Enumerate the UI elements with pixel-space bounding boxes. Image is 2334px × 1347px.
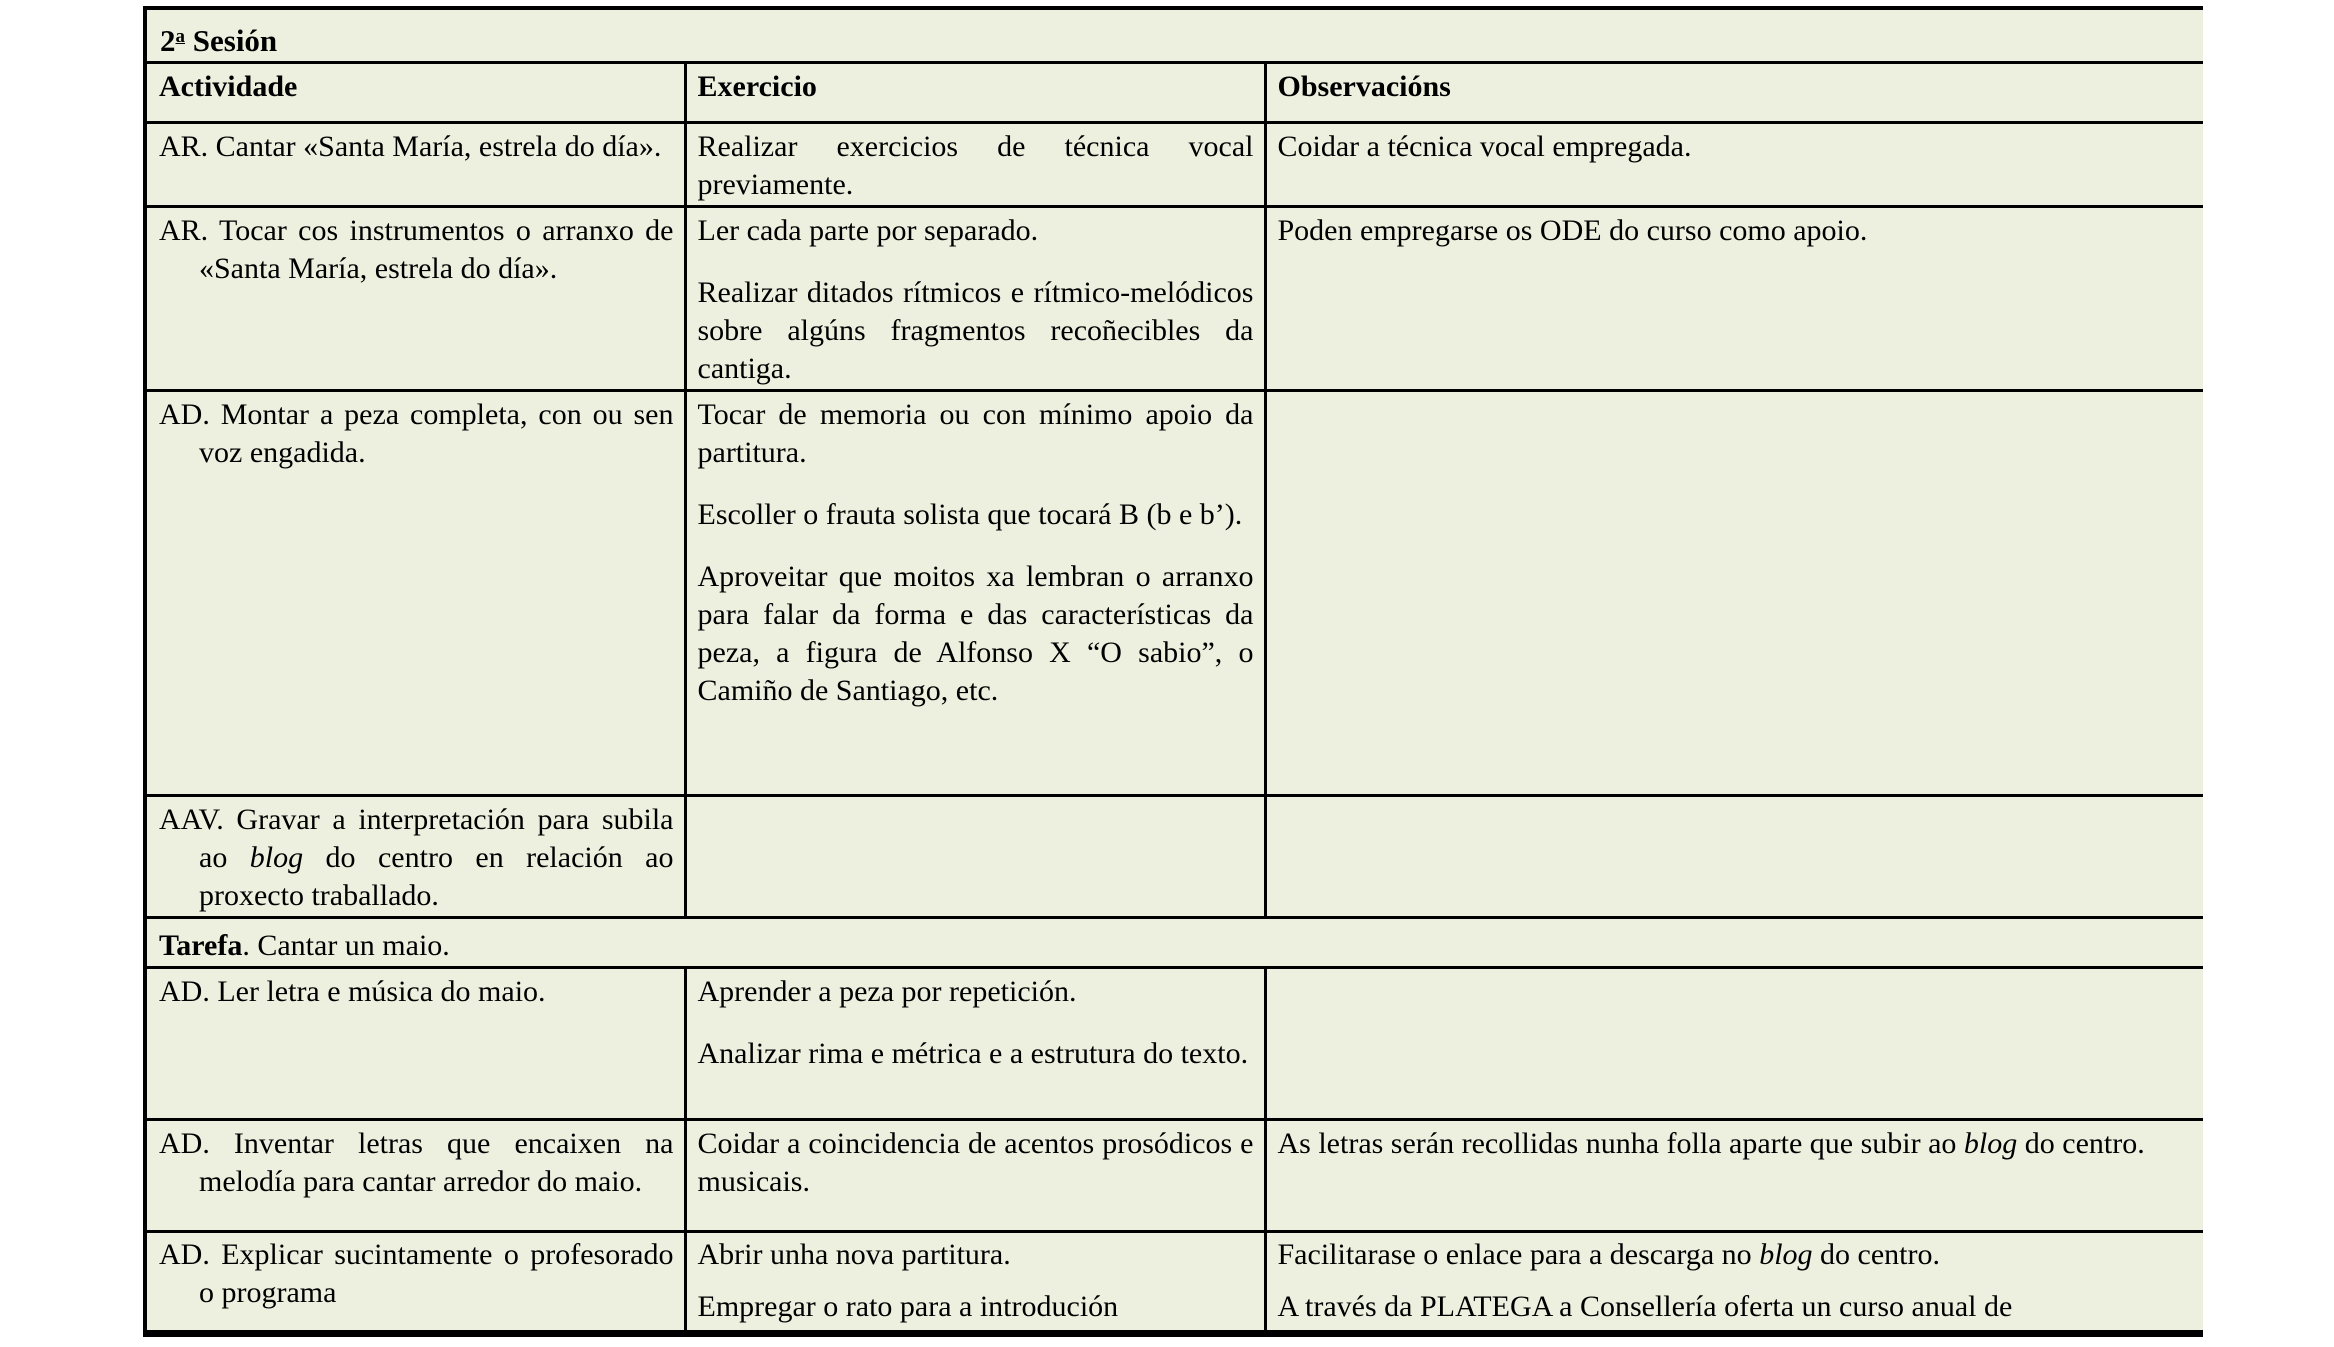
text-segment: As letras serán recollidas nunha folla aparte que subir ao (1277, 1127, 1964, 1160)
lesson-table-clip (143, 6, 2203, 1337)
paragraph (698, 274, 1254, 388)
text-segment: Empregar o rato para a introdución (697, 1290, 1119, 1323)
table-row (145, 1232, 2203, 1338)
text-segment: Aprender a peza por repetición. (697, 975, 1077, 1008)
italic-text: blog (1759, 1238, 1813, 1271)
column-header-exercicio: Exercicio (685, 63, 1265, 123)
activity-cell (145, 1232, 685, 1338)
paragraph (159, 1236, 674, 1312)
paragraph (698, 396, 1254, 472)
exercise-cell (685, 1120, 1265, 1232)
ordinal-indicator: a (175, 26, 185, 47)
activity-cell (145, 796, 685, 918)
text-segment: Tocar de memoria ou con mínimo apoio da partitura. (697, 398, 1254, 469)
italic-text: blog (249, 841, 304, 874)
paragraph (159, 212, 674, 288)
activity-cell (145, 123, 685, 207)
observations-cell (1265, 123, 2203, 207)
text-segment: AD. Inventar letras que encaixen na melodía para cantar arredor do maio. (159, 1127, 674, 1198)
activity-cell (145, 968, 685, 1120)
table-row (145, 207, 2203, 391)
text-segment: . Cantar un maio. (242, 929, 450, 962)
text-segment: Realizar exercicios de técnica vocal previamente. (697, 130, 1254, 201)
text-segment: do centro en relación ao proxecto traballado. (199, 841, 674, 912)
observations-cell (1265, 207, 2203, 391)
paragraph (159, 973, 674, 1011)
exercise-cell (685, 968, 1265, 1120)
session-title-row (145, 8, 2203, 63)
table-row (145, 391, 2203, 796)
table-row (145, 1120, 2203, 1232)
text-segment: do centro. (1812, 1238, 1940, 1271)
paragraph (698, 496, 1254, 534)
paragraph (698, 1236, 1254, 1274)
text-segment: Realizar ditados rítmicos e rítmico-melódicos sobre algúns fragmentos recoñecibles da cantiga. (697, 276, 1254, 385)
activity-cell (145, 1120, 685, 1232)
text-segment: A través da PLATEGA a Consellería oferta un curso anual de (1277, 1290, 2013, 1323)
text-segment: Ler cada parte por separado. (697, 214, 1039, 247)
paragraph (159, 1125, 674, 1201)
paragraph (698, 212, 1254, 250)
text-segment: Escoller o frauta solista que tocará B (b e b’). (697, 498, 1243, 531)
observations-cell (1265, 391, 2203, 796)
paragraph (159, 927, 2193, 965)
activity-cell (145, 207, 685, 391)
text-segment: AD. Explicar sucintamente o profesorado o programa (159, 1238, 674, 1309)
column-header-observacions: Observacións (1265, 63, 2203, 123)
paragraph (159, 801, 674, 915)
paragraph (1278, 1236, 2192, 1274)
text-segment: AR. Tocar cos instrumentos o arranxo de «Santa María, estrela do día». (159, 214, 674, 285)
observations-cell (1265, 1120, 2203, 1232)
paragraph (1278, 212, 2192, 250)
text-segment: Aproveitar que moitos xa lembran o arranxo para falar da forma e das características da peza, a figura de Alfonso X “O sabio”, o Camiño de Santiago, etc. (697, 560, 1254, 707)
table-row (145, 968, 2203, 1120)
paragraph (698, 128, 1254, 204)
session-label: Sesión (185, 23, 278, 58)
text-segment: Facilitarase o enlace para a descarga no (1277, 1238, 1760, 1271)
italic-text: blog (1963, 1127, 2018, 1160)
section-cell (145, 918, 2203, 968)
text-segment: Poden empregarse os ODE do curso como apoio. (1277, 214, 1868, 247)
text-segment: Abrir unha nova partitura. (697, 1238, 1011, 1271)
exercise-cell (685, 391, 1265, 796)
text-segment: Coidar a coincidencia de acentos prosódicos e musicais. (697, 1127, 1254, 1198)
session-number: 2 (160, 23, 176, 58)
exercise-cell (685, 1232, 1265, 1338)
session-table (143, 6, 2203, 1337)
text-segment: AD. Montar a peza completa, con ou sen voz engadida. (159, 398, 674, 469)
paragraph (1278, 128, 2192, 166)
text-segment: Coidar a técnica vocal empregada. (1277, 130, 1692, 163)
column-header-actividade: Actividade (145, 63, 685, 123)
observations-cell (1265, 968, 2203, 1120)
column-header-row (145, 63, 2203, 123)
paragraph (698, 1288, 1254, 1326)
paragraph (159, 396, 674, 472)
table-row (145, 796, 2203, 918)
paragraph (159, 128, 674, 166)
session-title (145, 8, 2203, 63)
section-row (145, 918, 2203, 968)
text-segment: AD. Ler letra e música do maio. (159, 975, 546, 1008)
paragraph (698, 558, 1254, 710)
observations-cell (1265, 1232, 2203, 1338)
text-segment: do centro. (2017, 1127, 2145, 1160)
exercise-cell (685, 123, 1265, 207)
bold-text: Tarefa (159, 929, 243, 962)
text-segment: Analizar rima e métrica e a estrutura do texto. (697, 1037, 1249, 1070)
paragraph (698, 1125, 1254, 1201)
paragraph (1278, 1125, 2192, 1163)
paragraph (698, 1035, 1254, 1073)
exercise-cell (685, 207, 1265, 391)
activity-cell (145, 391, 685, 796)
table-row (145, 123, 2203, 207)
observations-cell (1265, 796, 2203, 918)
text-segment: AR. Cantar «Santa María, estrela do día». (159, 130, 662, 163)
paragraph (698, 973, 1254, 1011)
exercise-cell (685, 796, 1265, 918)
paragraph (1278, 1288, 2192, 1326)
text-segment: AAV. Gravar a interpretación para subila ao (159, 803, 674, 874)
